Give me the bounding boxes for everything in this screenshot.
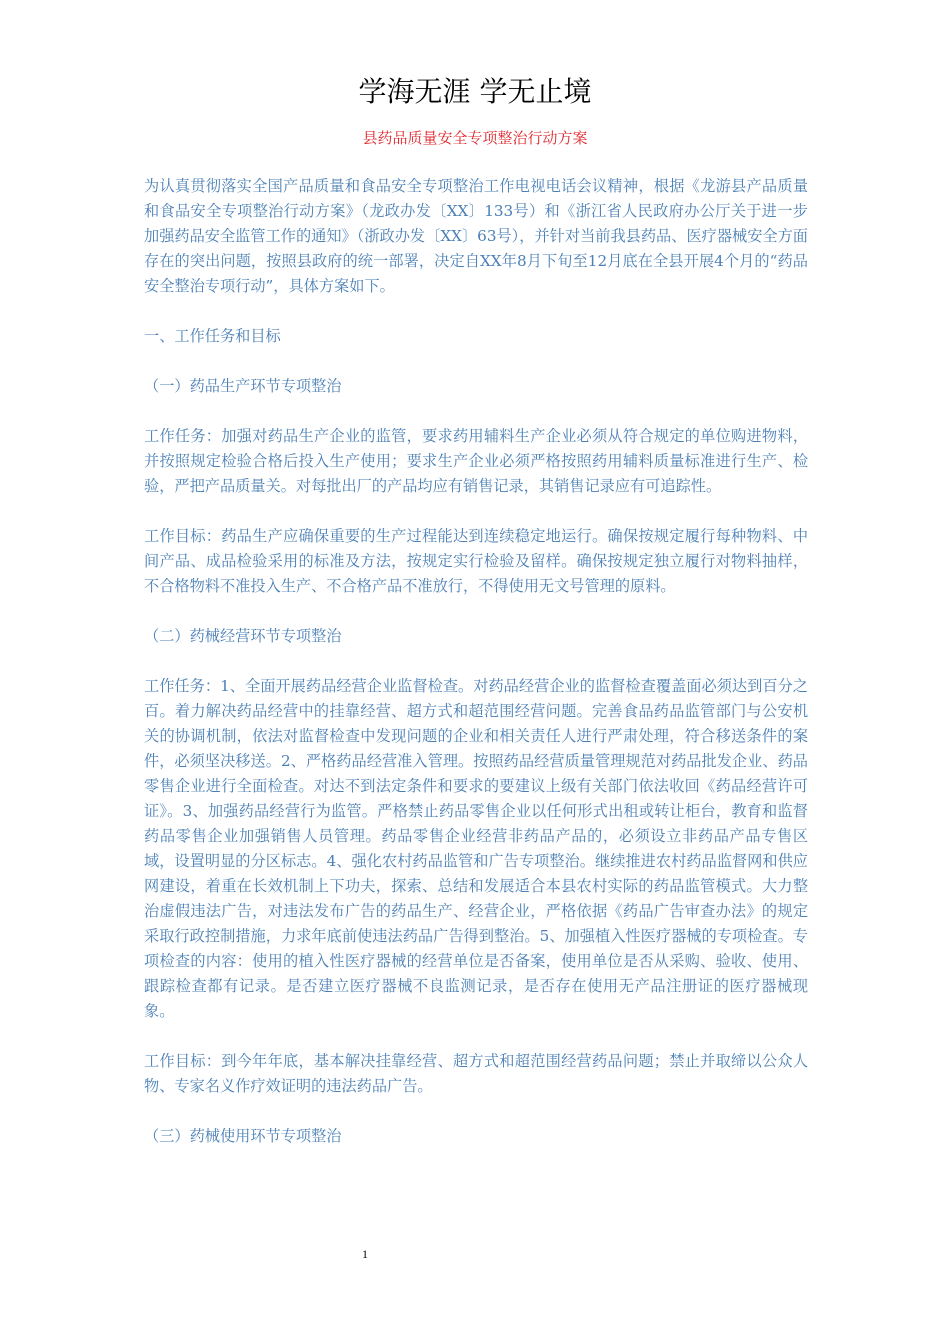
goal-paragraph-2: 工作目标：到今年年底，基本解决挂靠经营、超方式和超范围经营药品问题；禁止并取缔以公众人物、专家名义作疗效证明的违法药品广告。 — [144, 1052, 808, 1095]
document-body — [144, 174, 808, 1174]
task-paragraph-2: 工作任务：1、全面开展药品经营企业监督检查。对药品经营企业的监督检查覆盖面必须达到百分之百。着力解决药品经营中的挂靠经营、超方式和超范围经营问题。完善食品药品监管部门与公安机关的协调机制，依法对监督检查中发现问题的企业和相关责任人进行严肃处理，符合移送条件的案件，必须坚决移送。2、严格药品经营准入管理。按照药品经营质量管理规范对药品批发企业、药品零售企业进行全面检查。对达不到法定条件和要求的要建议上级有关部门依法收回《药品经营许可证》。3、加强药品经营行为监管。严格禁止药品零售企业以任何形式出租或转让柜台，教育和监督药品零售企业加强销售人员管理。药品零售企业经营非药品产品的，必须设立非药品产品专售区域，设置明显的分区标志。4、强化农村药品监管和广告专项整治。继续推进农村药品监督网和供应网建设，着重在长效机制上下功夫，探索、总结和发展适合本县农村实际的药品监管模式。大力整治虚假违法广告，对违法发布广告的药品生产、经营企业，严格依据《药品广告审查办法》的规定采取行政控制措施，力求年底前使违法药品广告得到整治。5、加强植入性医疗器械的专项检查。专项检查的内容：使用的植入性医疗器械的经营单位是否备案，使用单位是否从采购、验收、使用、跟踪检查都有记录。是否建立医疗器械不良监测记录，是否存在使用无产品注册证的医疗器械现象。 — [144, 677, 808, 1020]
intro-paragraph: 为认真贯彻落实全国产品质量和食品安全专项整治工作电视电话会议精神，根据《龙游县产品质量和食品安全专项整治行动方案》（龙政办发〔XX〕133号）和《浙江省人民政府办公厅关于进一步加强药品安全监管工作的通知》（浙政办发〔XX〕63号），并针对当前我县药品、医疗器械安全方面存在的突出问题，按照县政府的统一部署，决定自XX年8月下旬至12月底在全县开展4个月的“药品安全整治专项行动”，具体方案如下。 — [144, 177, 808, 295]
section-heading-1: 一、工作任务和目标 — [144, 327, 281, 345]
page-header: 学海无涯 学无止境 — [358, 75, 592, 108]
document-title: 县药品质量安全专项整治行动方案 — [362, 129, 588, 147]
task-paragraph-1: 工作任务：加强对药品生产企业的监管，要求药用辅料生产企业必须从符合规定的单位购进物料，并按照规定检验合格后投入生产使用；要求生产企业必须严格按照药用辅料质量标准进行生产、检验，严把产品质量关。对每批出厂的产品均应有销售记录，其销售记录应有可追踪性。 — [144, 427, 808, 495]
subsection-heading-3: （三）药械使用环节专项整治 — [144, 1127, 342, 1145]
page-number: 1 — [362, 1247, 368, 1261]
subsection-heading-1: （一）药品生产环节专项整治 — [144, 377, 342, 395]
goal-paragraph-1: 工作目标：药品生产应确保重要的生产过程能达到连续稳定地运行。确保按规定履行每种物料、中间产品、成品检验采用的标准及方法，按规定实行检验及留样。确保按规定独立履行对物料抽样，不合格物料不准投入生产、不合格产品不准放行，不得使用无文号管理的原料。 — [144, 527, 808, 595]
subsection-heading-2: （二）药械经营环节专项整治 — [144, 627, 342, 645]
